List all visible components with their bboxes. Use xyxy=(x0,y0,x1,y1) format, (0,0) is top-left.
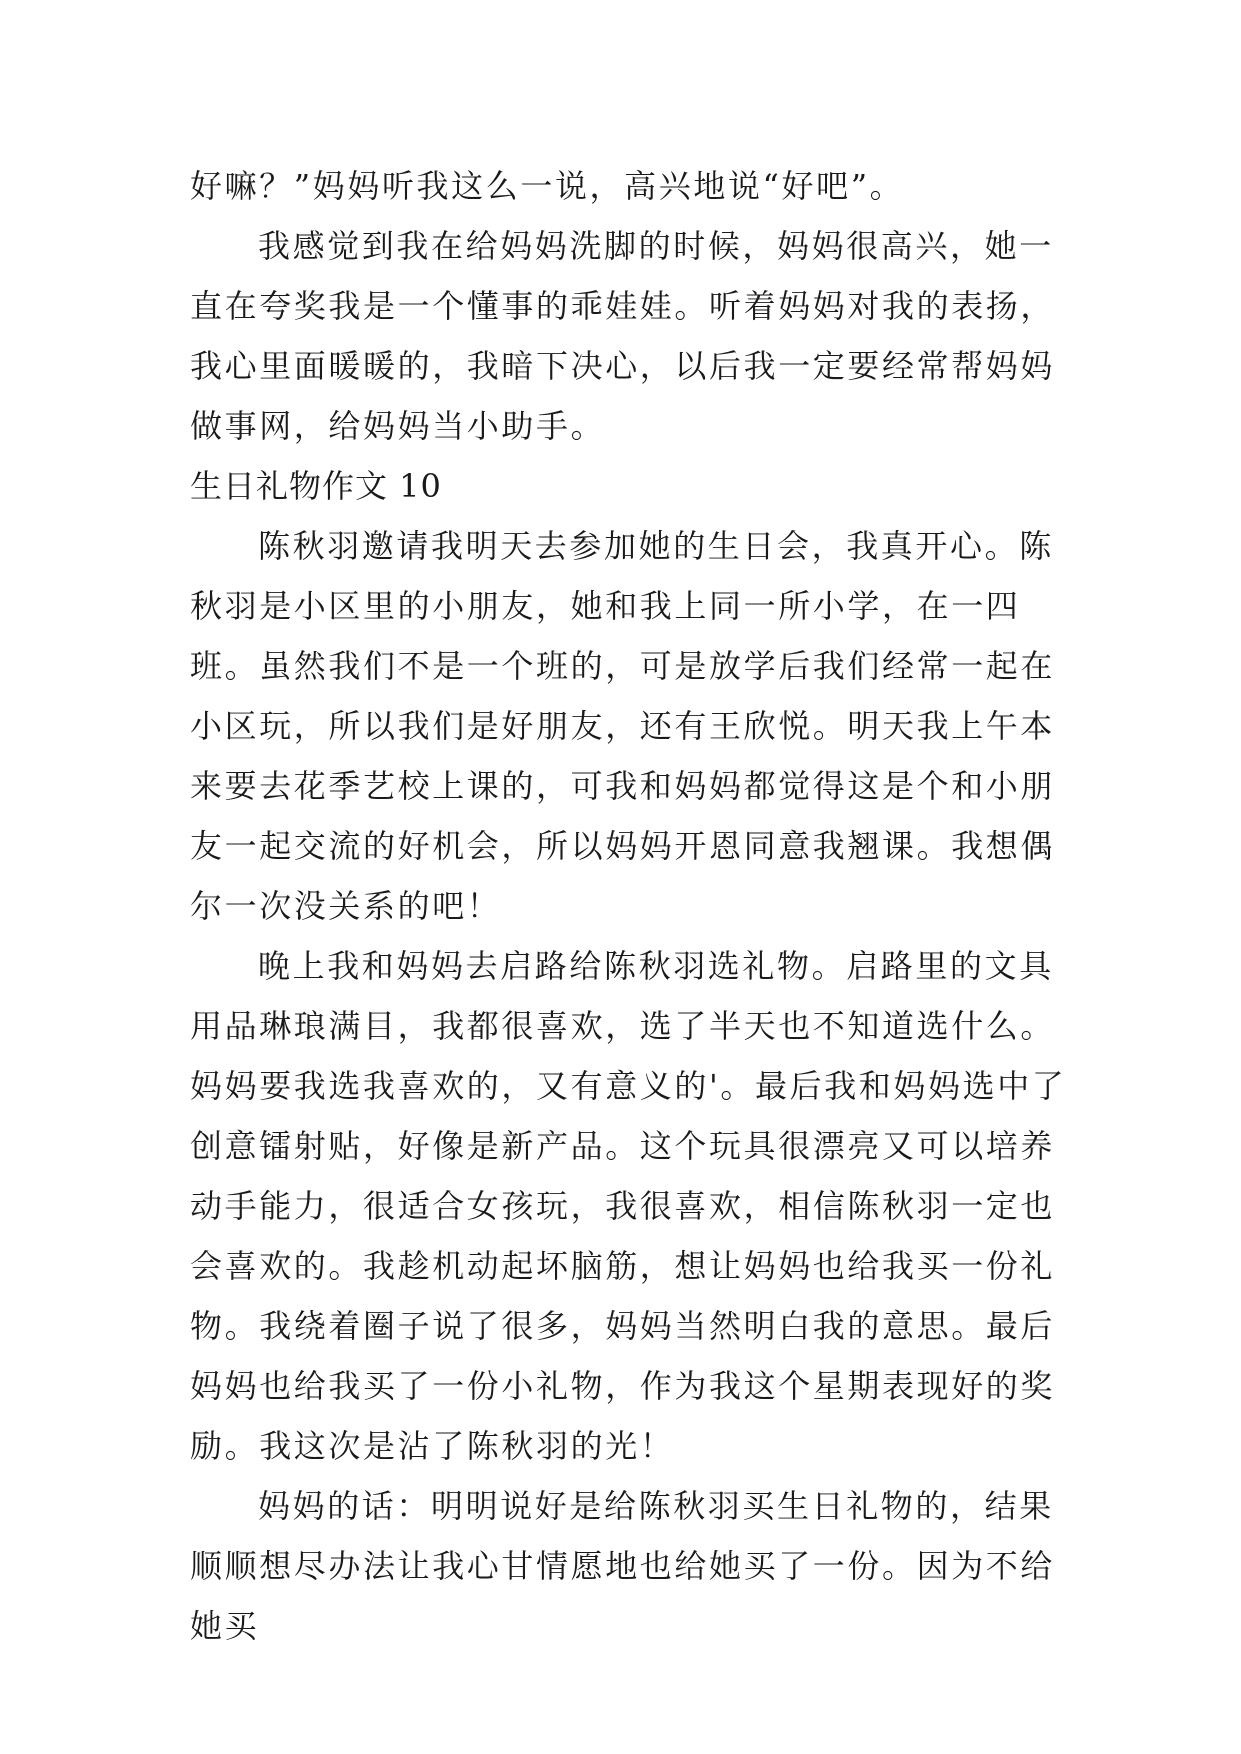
paragraph-gift-shopping: 晚上我和妈妈去启路给陈秋羽选礼物。启路里的文具用品琳琅满目，我都很喜欢，选了半天也不知道选什么。妈妈要我选我喜欢的，又有意义的'。最后我和妈妈选中了创意镭射贴，好像是新产品。这个玩具很漂亮又可以培养动手能力，很适合女孩玩，我很喜欢，相信陈秋羽一定也会喜欢的。我趁机动起坏脑筋，想让妈妈也给我买一份礼物。我绕着圈子说了很多，妈妈当然明白我的意思。最后妈妈也给我买了一份小礼物，作为我这个星期表现好的奖励。我这次是沾了陈秋羽的光！ xyxy=(190,947,1067,1465)
paragraph-invitation: 陈秋羽邀请我明天去参加她的生日会，我真开心。陈秋羽是小区里的小朋友，她和我上同一所小学，在一四班。虽然我们不是一个班的，可是放学后我们经常一起在小区玩，所以我们是好朋友，还有王欣悦。明天我上午本来要去花季艺校上课的，可我和妈妈都觉得这是个和小朋友一起交流的好机会，所以妈妈开恩同意我翘课。我想偶尔一次没关系的吧！ xyxy=(190,527,1056,925)
essay-title: 生日礼物作文 10 xyxy=(190,467,442,505)
paragraph-foot-washing: 我感觉到我在给妈妈洗脚的时候，妈妈很高兴，她一直在夸奖我是一个懂事的乖娃娃。听着妈妈对我的表扬，我心里面暖暖的，我暗下决心，以后我一定要经常帮妈妈做事网，给妈妈当小助手。 xyxy=(190,227,1056,445)
paragraph-mom-comment: 妈妈的话：明明说好是给陈秋羽买生日礼物的，结果顺顺想尽办法让我心甘情愿地也给她买了一份。因为不给她买 xyxy=(190,1487,1056,1645)
document-body xyxy=(190,156,1070,1656)
paragraph-continuation: 好嘛？”妈妈听我这么一说，高兴地说“好吧”。 xyxy=(190,167,905,205)
